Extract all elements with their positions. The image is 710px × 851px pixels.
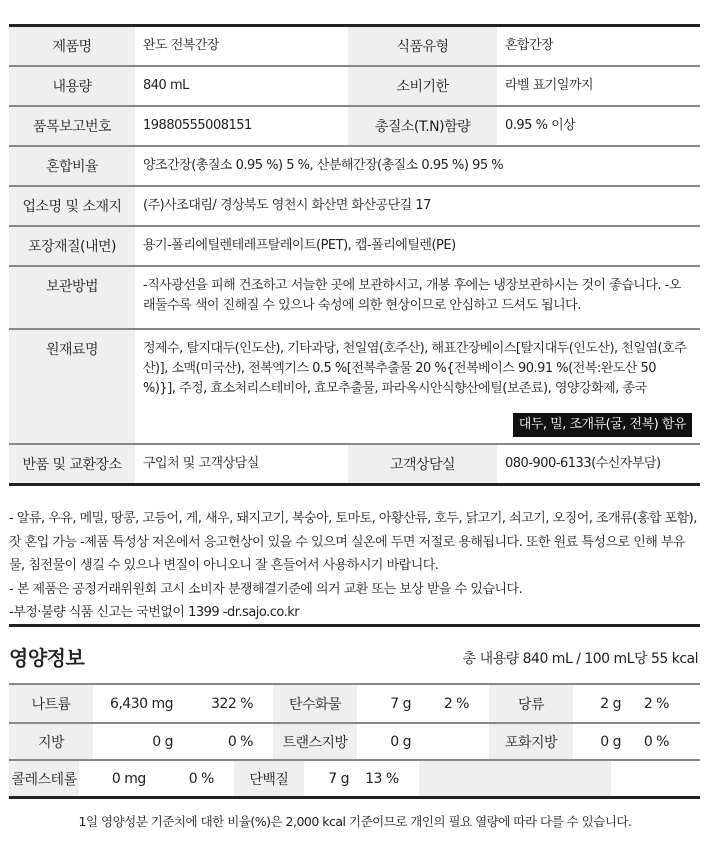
- label: 품목보고번호: [9, 107, 135, 145]
- value: -직사광선을 피해 건조하고 서늘한 곳에 보관하시고, 개봉 후에는 냉장보관하시는 것이 좋습니다. -오래둘수록 색이 진해질 수 있으나 숙성에 의한 현상이므로 안심하고 드셔도 됩니다.: [143, 278, 681, 313]
- label: 원재료명: [9, 330, 135, 443]
- label: 식품유형: [348, 27, 497, 65]
- ingredients-cell: [135, 330, 700, 443]
- nutrient-label: 탄수화물: [273, 685, 357, 722]
- row-mix: [9, 145, 700, 185]
- nutrient-amount: 0 g: [152, 733, 173, 750]
- label: 제품명: [9, 27, 135, 65]
- note: - 알류, 우유, 메밀, 땅콩, 고등어, 게, 새우, 돼지고기, 복숭아, 토마토, 아황산류, 호두, 닭고기, 쇠고기, 오징어, 조개류(홍합 포함), 잣 혼입 가능 -제품 특성상 저온에서 응고현상이 있을 수 있으며 실온에 두면 저절로 용해됩니다. 또한 원료 특성으로 인해 부유물, 침전물이 생길 수 있으나 변질이 아니오니 잘 흔들어서 사용하시기 바랍니다.: [9, 511, 697, 573]
- value: 0.95 % 이상: [505, 118, 576, 133]
- label: 업소명 및 소재지: [9, 187, 135, 225]
- value: 라벨 표기일까지: [505, 78, 594, 93]
- nutrient-percent: 13 %: [365, 770, 399, 787]
- value: 완도 전복간장: [143, 38, 219, 53]
- value: 용기-폴리에틸렌테레프탈레이트(PET), 캡-폴리에틸렌(PE): [143, 238, 456, 253]
- nutrient-label: 지방: [9, 724, 93, 759]
- row-report-no: [9, 105, 700, 145]
- nutrient-percent: 322 %: [211, 695, 253, 712]
- row-package: [9, 225, 700, 265]
- nutrient-label: 단백질: [234, 761, 304, 796]
- label: 보관방법: [9, 267, 135, 328]
- label: 소비기한: [348, 67, 497, 105]
- row-company: [9, 185, 700, 225]
- nutrition-total: 총 내용량 840 mL / 100 mL당 55 kcal: [462, 651, 698, 667]
- nutrient-amount: 0 g: [390, 733, 411, 750]
- nutrition-title: 영양정보: [9, 646, 85, 670]
- label: 고객상담실: [348, 445, 497, 483]
- allergen-badge: 대두, 밀, 조개류(굴, 전복) 함유: [513, 413, 692, 437]
- value: 840 mL: [143, 78, 189, 93]
- nutrient-amount: 0 g: [600, 733, 621, 750]
- nutrient-percent: 0 %: [188, 770, 214, 787]
- nutrient-percent: 0 %: [227, 733, 253, 750]
- row-ingredients: [9, 328, 700, 443]
- value: 정제수, 탈지대두(인도산), 기타과당, 천일염(호주산), 해표간장베이스[탈지대두(인도산), 천일염(호주산)], 소맥(미국산), 전복엑기스 0.5 %[전복추출물 20 %{전복베이스 90.91 %(전복:완도산 50 %)}], 주정, 효소처리스테비아, 효모추출물, 파라옥시안식향산에틸(보존료), 영양강화제, 종국: [143, 341, 687, 396]
- nutrient-amount: 2 g: [600, 695, 621, 712]
- notes: [9, 507, 700, 627]
- label: 혼합비율: [9, 147, 135, 185]
- value: 혼합간장: [505, 38, 554, 53]
- nutrition-row: [9, 685, 700, 722]
- nutrient-percent: 2 %: [643, 695, 669, 712]
- note: -부정·불량 식품 신고는 국번없이 1399 -dr.sajo.co.kr: [9, 605, 300, 620]
- row-return: [9, 443, 700, 483]
- nutrient-label: 나트륨: [9, 685, 93, 722]
- label: 내용량: [9, 67, 135, 105]
- nutrient-percent: [659, 761, 700, 796]
- nutrient-percent: 2 %: [443, 695, 469, 712]
- nutrient-amount: 6,430 mg: [109, 695, 173, 712]
- label: 총질소(T.N)함량: [348, 107, 497, 145]
- nutrient-label: 콜레스테롤: [9, 761, 79, 796]
- product-info-table: [9, 24, 700, 486]
- row-volume: [9, 65, 700, 105]
- nutrition-row: [9, 722, 700, 759]
- value: 구입처 및 고객상담실: [143, 456, 259, 471]
- value: (주)사조대림/ 경상북도 영천시 화산면 화산공단길 17: [143, 198, 431, 213]
- label: 포장재질(내면): [9, 227, 135, 265]
- nutrient-label: 포화지방: [489, 724, 573, 759]
- nutrient-amount: [611, 761, 659, 796]
- nutrient-amount: 0 mg: [111, 770, 146, 787]
- nutrient-percent: [419, 724, 477, 759]
- nutrient-label: 당류: [489, 685, 573, 722]
- nutrient-percent: 0 %: [643, 733, 669, 750]
- value: 양조간장(총질소 0.95 %) 5 %, 산분해간장(총질소 0.95 %) 95 %: [143, 158, 504, 173]
- row-storage: [9, 265, 700, 328]
- note: - 본 제품은 공정거래위원회 고시 소비자 분쟁해결기준에 의거 교환 또는 보상 받을 수 있습니다.: [9, 581, 523, 597]
- value: 19880555008151: [143, 118, 252, 133]
- nutrient-label: 트랜스지방: [273, 724, 357, 759]
- nutrient-amount: 7 g: [328, 770, 349, 787]
- nutrition-row: [9, 759, 700, 796]
- label: 반품 및 교환장소: [9, 445, 135, 483]
- value: 080-900-6133(수신자부담): [505, 456, 661, 471]
- nutrition-footnote: 1일 영양성분 기준치에 대한 비율(%)은 2,000 kcal 기준이므로 개인의 필요 열량에 따라 다를 수 있습니다.: [78, 814, 632, 829]
- nutrient-amount: 7 g: [390, 695, 411, 712]
- nutrition-table: [9, 683, 700, 799]
- row-product-name: [9, 27, 700, 65]
- nutrient-label: [419, 761, 611, 796]
